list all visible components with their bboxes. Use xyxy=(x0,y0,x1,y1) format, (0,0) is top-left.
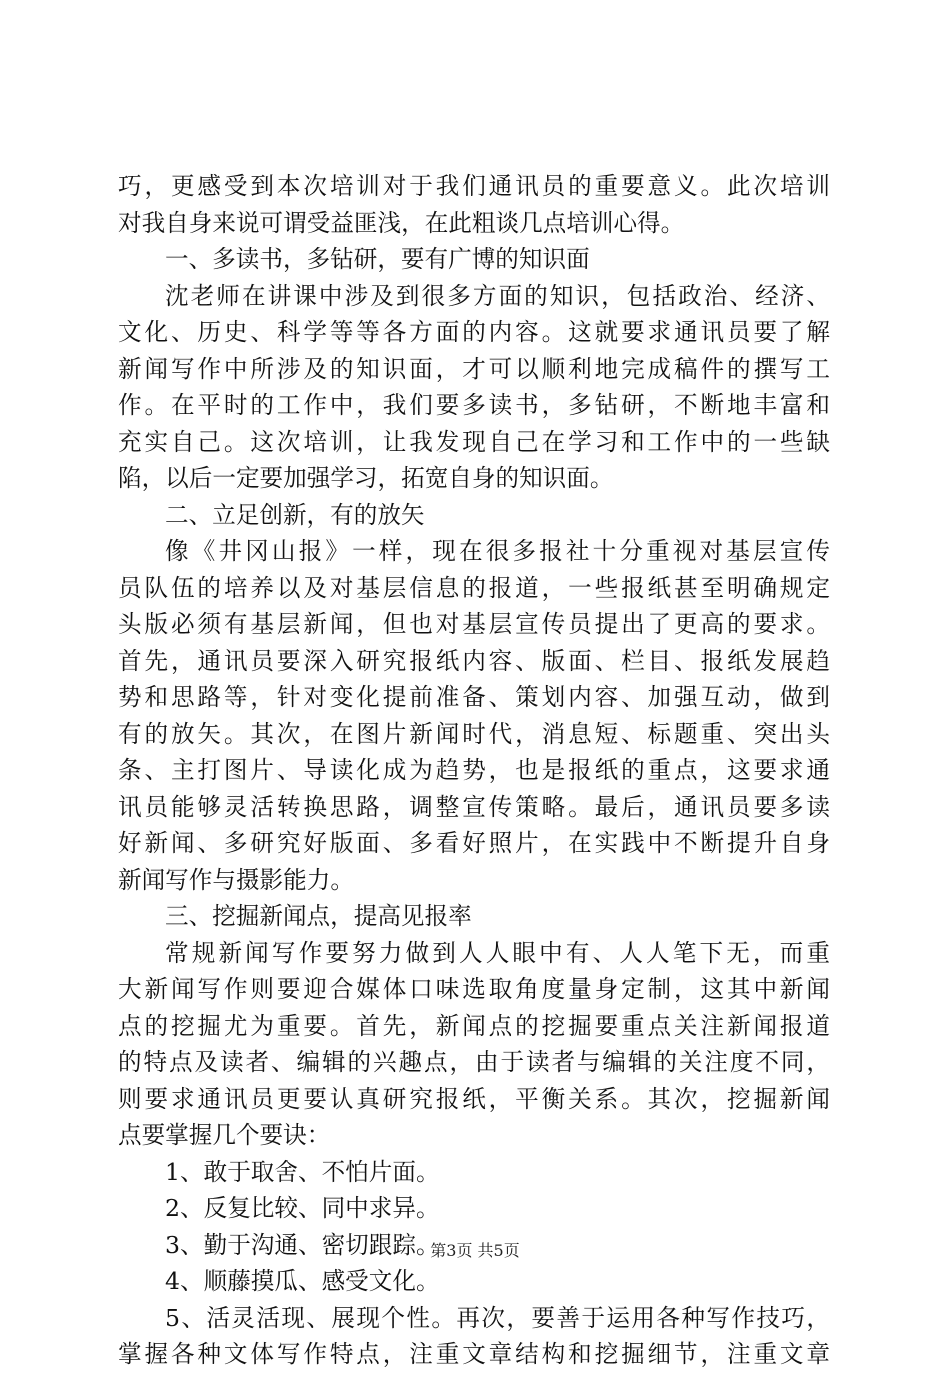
text-line: 点的挖掘尤为重要。首先，新闻点的挖掘要重点关注新闻报道 xyxy=(118,1011,830,1040)
text-line: 掌握各种文体写作特点，注重文章结构和挖掘细节，注重文章 xyxy=(118,1340,830,1368)
text-line: 巧，更感受到本次培训对于我们通讯员的重要意义。此次培训 xyxy=(118,172,830,200)
text-line: 作。在平时的工作中，我们要多读书，多钻研，不断地丰富和 xyxy=(118,391,830,419)
section-heading: 一、多读书，多钻研，要有广博的知识面 xyxy=(165,245,590,273)
text-line: 像《井冈山报》一样，现在很多报社十分重视对基层宣传 xyxy=(165,537,830,565)
text-line: 常规新闻写作要努力做到人人眼中有、人人笔下无，而重 xyxy=(165,938,830,967)
text-line: 头版必须有基层新闻，但也对基层宣传员提出了更高的要求。 xyxy=(118,610,830,638)
text-line: 势和思路等，针对变化提前准备、策划内容、加强互动，做到 xyxy=(118,683,830,711)
text-line: 对我自身来说可谓受益匪浅，在此粗谈几点培训心得。 xyxy=(118,208,685,237)
text-line: 大新闻写作则要迎合媒体口味选取角度量身定制，这其中新闻 xyxy=(118,975,830,1003)
text-line: 的特点及读者、编辑的兴趣点，由于读者与编辑的关注度不同， xyxy=(118,1048,830,1076)
section-heading: 二、立足创新，有的放矢 xyxy=(165,500,425,529)
text-line: 员队伍的培养以及对基层信息的报道，一些报纸甚至明确规定 xyxy=(118,573,830,602)
text-line: 文化、历史、科学等等各方面的内容。这就要求通讯员要了解 xyxy=(118,318,830,346)
section-heading: 三、挖掘新闻点，提高见报率 xyxy=(165,902,472,930)
list-item: 4、顺藤摸瓜、感受文化。 xyxy=(165,1267,440,1295)
text-line: 好新闻、多研究好版面、多看好照片，在实践中不断提升自身 xyxy=(118,829,830,857)
list-item: 1、敢于取舍、不怕片面。 xyxy=(165,1157,440,1186)
text-line: 首先，通讯员要深入研究报纸内容、版面、栏目、报纸发展趋 xyxy=(118,646,830,675)
list-item: 2、反复比较、同中求异。 xyxy=(165,1194,440,1222)
text-line: 讯员能够灵活转换思路，调整宣传策略。最后，通讯员要多读 xyxy=(118,792,830,821)
page-number: 第3页 共5页 xyxy=(430,1241,520,1260)
text-line: 新闻写作与摄影能力。 xyxy=(118,865,354,894)
text-line: 新闻写作中所涉及的知识面，才可以顺利地完成稿件的撰写工 xyxy=(118,354,830,383)
text-line: 陷，以后一定要加强学习，拓宽自身的知识面。 xyxy=(118,464,614,492)
text-line: 条、主打图片、导读化成为趋势，也是报纸的重点，这要求通 xyxy=(118,756,830,784)
text-line: 点要掌握几个要诀： xyxy=(118,1121,331,1149)
list-item: 3、勤于沟通、密切跟踪。 xyxy=(165,1230,440,1259)
list-item: 5、活灵活现、展现个性。再次，要善于运用各种写作技巧， xyxy=(165,1303,830,1332)
text-line: 有的放矢。其次，在图片新闻时代，消息短、标题重、突出头 xyxy=(118,719,830,748)
text-line: 沈老师在讲课中涉及到很多方面的知识，包括政治、经济、 xyxy=(165,281,830,310)
body-text xyxy=(118,168,830,1373)
text-line: 则要求通讯员更要认真研究报纸，平衡关系。其次，挖掘新闻 xyxy=(118,1084,830,1113)
text-line: 充实自己。这次培训，让我发现自己在学习和工作中的一些缺 xyxy=(118,427,830,456)
